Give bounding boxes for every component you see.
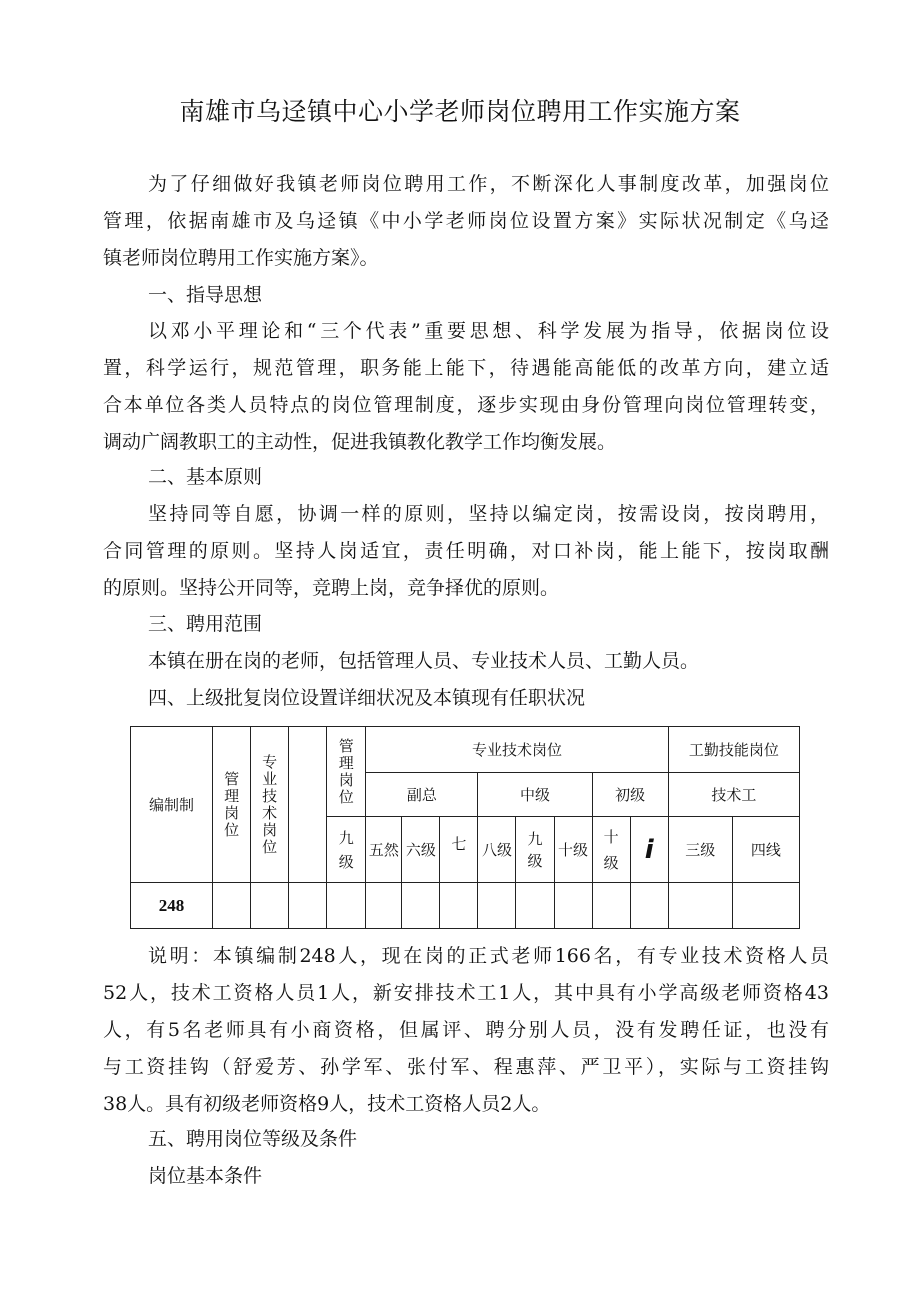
section1-line: 以邓小平理论和“三个代表”重要思想、科学发展为指导，依据岗位设 — [148, 320, 829, 342]
table-group-zhuanye: 专业技术岗位 — [366, 727, 668, 773]
table-cell — [440, 883, 478, 929]
table-grade: 四线 — [732, 817, 799, 883]
table-grade: 九级 — [327, 817, 366, 883]
table-grade: 七 — [440, 817, 478, 883]
table-cell — [592, 883, 630, 929]
page-title: 南雄市乌迳镇中心小学老师岗位聘用工作实施方案 — [179, 97, 741, 126]
table-cell — [478, 883, 516, 929]
table-grade: 十级 — [592, 817, 630, 883]
section2-paragraph — [103, 496, 829, 607]
section2-line: 合同管理的原则。坚持人岗适宜，责任明确，对口补岗，能上能下，按岗取酬 — [103, 540, 829, 562]
table-sub-zhongji: 中级 — [478, 773, 592, 817]
table-header-bianzhi: 编制制 — [131, 727, 213, 883]
table-grade: 八级 — [478, 817, 516, 883]
section-heading-5: 五、聘用岗位等级及条件 — [148, 1128, 358, 1150]
table-header-empty — [289, 727, 327, 883]
table-cell — [554, 883, 592, 929]
section1-line: 置，科学运行，规范管理，职务能上能下，待遇能高能低的改革方向，建立适 — [103, 357, 829, 379]
section-heading-4: 四、上级批复岗位设置详细状况及本镇现有任职状况 — [148, 687, 586, 709]
table-cell — [732, 883, 799, 929]
section1-line: 合本单位各类人员特点的岗位管理制度，逐步实现由身份管理向岗位管理转变， — [103, 394, 829, 416]
section1-line: 调动广阔教职工的主动性，促进我镇教化教学工作均衡发展。 — [103, 431, 617, 453]
table-cell — [251, 883, 289, 929]
table-header-guanli: 管理岗位 — [213, 727, 251, 883]
table-sub-chuji: 初级 — [592, 773, 668, 817]
intro-line: 为了仔细做好我镇老师岗位聘用工作，不断深化人事制度改革，加强岗位 — [148, 173, 829, 195]
section2-line: 的原则。坚持公开同等，竞聘上岗，竞争择优的原则。 — [103, 577, 560, 599]
section5-sub: 岗位基本条件 — [148, 1165, 263, 1187]
table-grade: 三级 — [668, 817, 732, 883]
table-cell — [366, 883, 402, 929]
table-cell — [630, 883, 668, 929]
note-line: 52人，技术工资格人员1人，新安排技术工1人，其中具有小学高级老师资格43 — [103, 982, 829, 1004]
table-grade: 六级 — [402, 817, 440, 883]
table-cell — [402, 883, 440, 929]
section1-paragraph — [103, 313, 829, 461]
intro-line: 管理，依据南雄市及乌迳镇《中小学老师岗位设置方案》实际状况制定《乌迳 — [103, 210, 829, 232]
note-line: 人，有5名老师具有小商资格，但属评、聘分别人员，没有发聘任证，也没有 — [103, 1019, 829, 1041]
table-value-bianzhi: 248 — [131, 883, 213, 929]
table-header-zhuanye: 专业技术岗位 — [251, 727, 289, 883]
table-cell — [289, 883, 327, 929]
table-grade: 五然 — [366, 817, 402, 883]
table-sub-fuzong: 副总 — [366, 773, 478, 817]
table-cell — [516, 883, 554, 929]
section2-line: 坚持同等自愿，协调一样的原则，坚持以编定岗，按需设岗，按岗聘用， — [148, 503, 829, 525]
section3-line: 本镇在册在岗的老师，包括管理人员、专业技术人员、工勤人员。 — [148, 650, 700, 672]
table-group-gongqin: 工勤技能岗位 — [668, 727, 799, 773]
table-grade: i — [630, 817, 668, 883]
table-grade: 九级 — [516, 817, 554, 883]
note-line: 与工资挂钩（舒爱芳、孙学军、张付军、程惠萍、严卫平），实际与工资挂钩 — [103, 1056, 829, 1078]
intro-line: 镇老师岗位聘用工作实施方案》。 — [103, 247, 379, 269]
table-header-guanli-2: 管理岗位 — [327, 727, 366, 817]
table-grade: 十级 — [554, 817, 592, 883]
post-table — [130, 726, 800, 929]
section-heading-1: 一、指导思想 — [148, 284, 263, 306]
table-cell — [213, 883, 251, 929]
table-cell — [668, 883, 732, 929]
section-heading-2: 二、基本原则 — [148, 466, 263, 488]
note-line: 38人。具有初级老师资格9人，技术工资格人员2人。 — [103, 1093, 551, 1115]
note-paragraph — [103, 938, 829, 1123]
table-sub-jishugong: 技术工 — [668, 773, 799, 817]
section-heading-3: 三、聘用范围 — [148, 613, 263, 635]
table-cell — [327, 883, 366, 929]
intro-paragraph — [103, 166, 829, 277]
note-line: 说明：本镇编制248人，现在岗的正式老师166名，有专业技术资格人员 — [148, 945, 829, 967]
